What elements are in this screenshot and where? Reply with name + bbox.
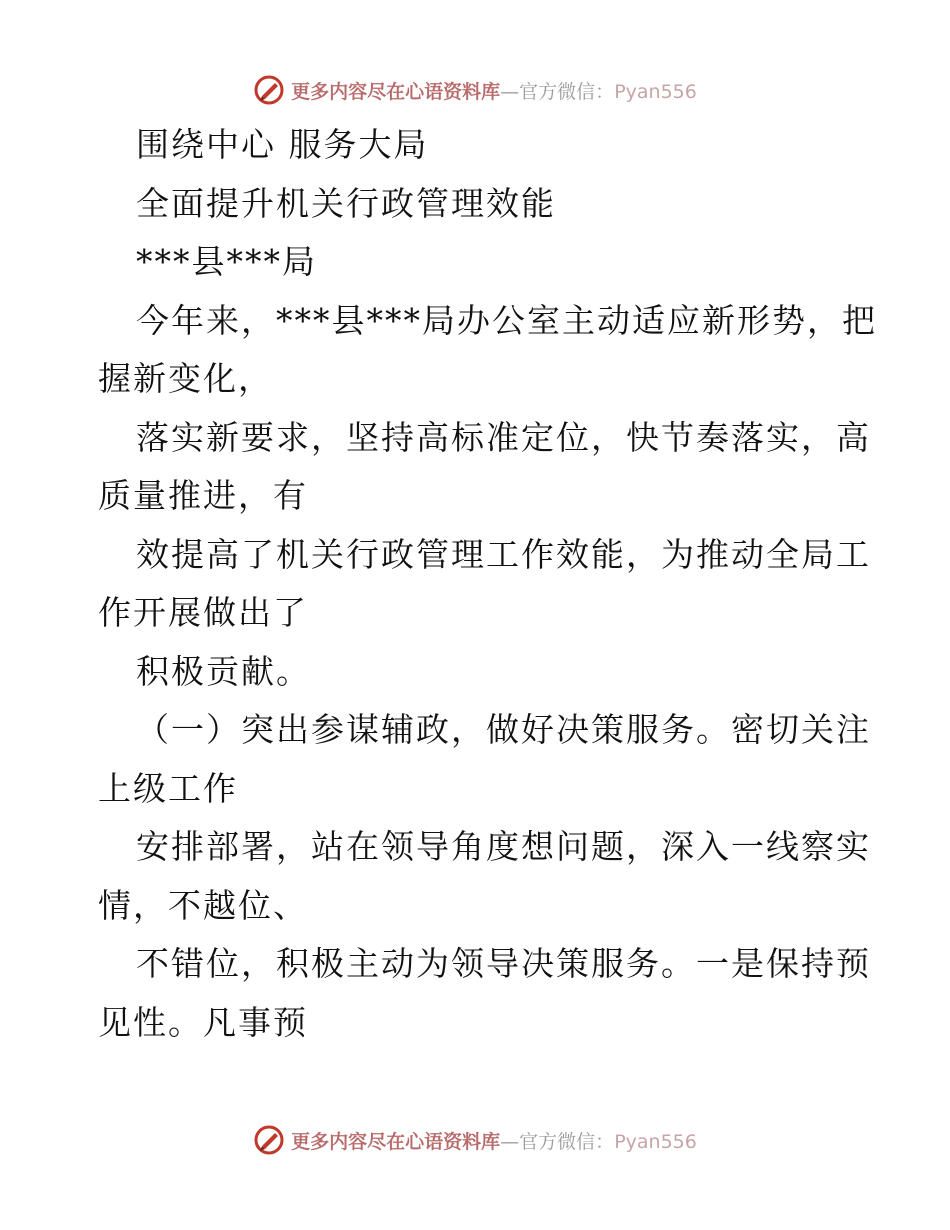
text-line: 情，不越位、	[98, 885, 308, 925]
document-body	[98, 116, 877, 1052]
watermark-id: Pyan556	[614, 1130, 697, 1153]
watermark-text	[291, 77, 697, 104]
watermark-separator: —	[500, 80, 520, 103]
watermark-sub: 官方微信：	[519, 80, 615, 103]
text-line: （一）突出参谋辅政，做好决策服务。密切关注	[136, 710, 871, 749]
text-line: 质量推进，有	[98, 476, 308, 515]
text-line: 见性。凡事预	[98, 1002, 308, 1042]
watermark-main: 更多内容尽在心语资料库	[291, 80, 501, 103]
text-line: 不错位，积极主动为领导决策服务。一是保持预	[136, 944, 871, 983]
text-line: 落实新要求，坚持高标准定位，快节奏落实，高	[136, 417, 871, 457]
footer-watermark	[0, 1122, 950, 1158]
text-line: 全面提升机关行政管理效能	[136, 183, 556, 223]
brand-logo-icon	[253, 74, 285, 106]
watermark-text	[291, 1127, 697, 1154]
watermark-sub: 官方微信：	[519, 1130, 615, 1153]
text-line: 握新变化，	[98, 359, 273, 398]
text-line: 积极贡献。	[136, 651, 311, 691]
brand-logo-icon	[253, 1124, 285, 1156]
text-line: 安排部署，站在领导角度想问题，深入一线察实	[136, 827, 871, 866]
text-line: 今年来，***县***局办公室主动适应新形势，把	[136, 300, 877, 340]
text-line: 围绕中心 服务大局	[136, 125, 429, 164]
text-line: 效提高了机关行政管理工作效能，为推动全局工	[136, 534, 871, 574]
watermark-id: Pyan556	[614, 80, 697, 103]
watermark-main: 更多内容尽在心语资料库	[291, 1130, 501, 1153]
header-watermark	[0, 72, 950, 108]
text-line: ***县***局	[136, 242, 317, 281]
text-line: 作开展做出了	[98, 593, 308, 632]
watermark-separator: —	[500, 1130, 520, 1153]
text-line: 上级工作	[98, 768, 238, 808]
